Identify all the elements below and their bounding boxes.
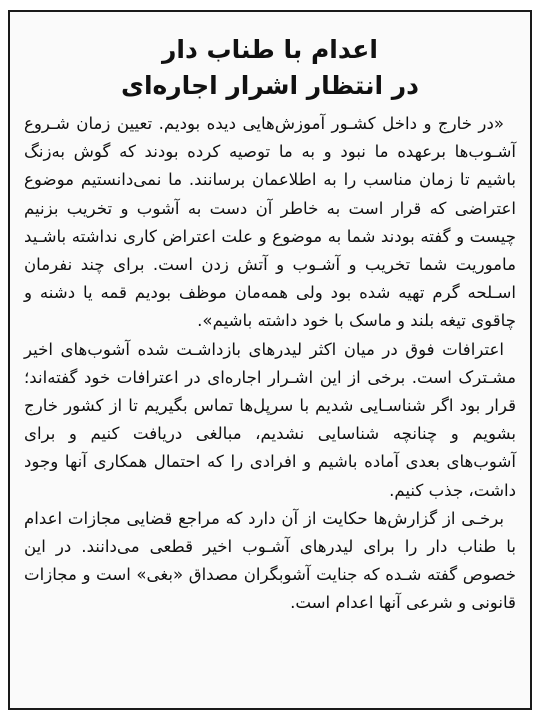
article-headline — [24, 32, 516, 104]
headline-line-1: اعدام با طناب دار — [162, 35, 378, 64]
headline-line-2: در انتظار اشرار اجاره‌ای — [121, 71, 419, 100]
paragraph-execution-reports: برخـی از گزارش‌ها حکایت از آن دارد که مراجع قضایی مجازات اعدام با طناب دار را برای لیدرهای آشـوب اخیر قطعی می‌دانند. در این خصوص گفته شـده که جنایت آشوبگران مصداق «بغی» است و مجازات قانونی و شرعی آنها اعدام است. — [24, 508, 516, 613]
paragraph-confession-quote: «در خارج و داخل کشـور آموزش‌هایی دیده بودیم. تعیین زمان شـروع آشـوب‌ها برعهده ما نبود و به ما توصیه کرده بودند که گوش به‌زنگ باشیم تا زمان مناسب را به اطلاعمان برسانند. ما نمی‌دانستیم موضوع اعتراضی که قرار است به خاطر آن دست به آشوب و تخریب بزنیم چیست و گفته بودند شما به موضوع و علت اعتراض کاری نداشته باشـید ماموریت شما تخریب و آشـوب و آتش زدن است. برای چند نفرمان اسـلحه گرم تهیه شده بود ولی همه‌مان موظف بودیم قمه یا دشنه و چاقوی تیغه بلند و ماسک با خود داشته باشیم». — [24, 114, 516, 331]
article-body — [10, 12, 530, 618]
paragraph-confessions-common: اعترافات فوق در میان اکثر لیدرهای بازداشـت شده آشوب‌های اخیر مشـترک است. برخی از این اشـرار اجاره‌ای در اعترافات خود گفته‌اند؛ قرار بود اگر شناسـایی شدیم با سرپل‌ها تماس بگیریم تا از کشور خارج بشویم و چنانچه شناسایی نشدیم، مبالغی دریافت کنیم و برای آشوب‌های بعدی آماده باشیم و افرادی را که احتمال همکاری آنها وجود داشت، جذب کنیم. — [24, 339, 516, 500]
article-frame — [8, 10, 532, 710]
